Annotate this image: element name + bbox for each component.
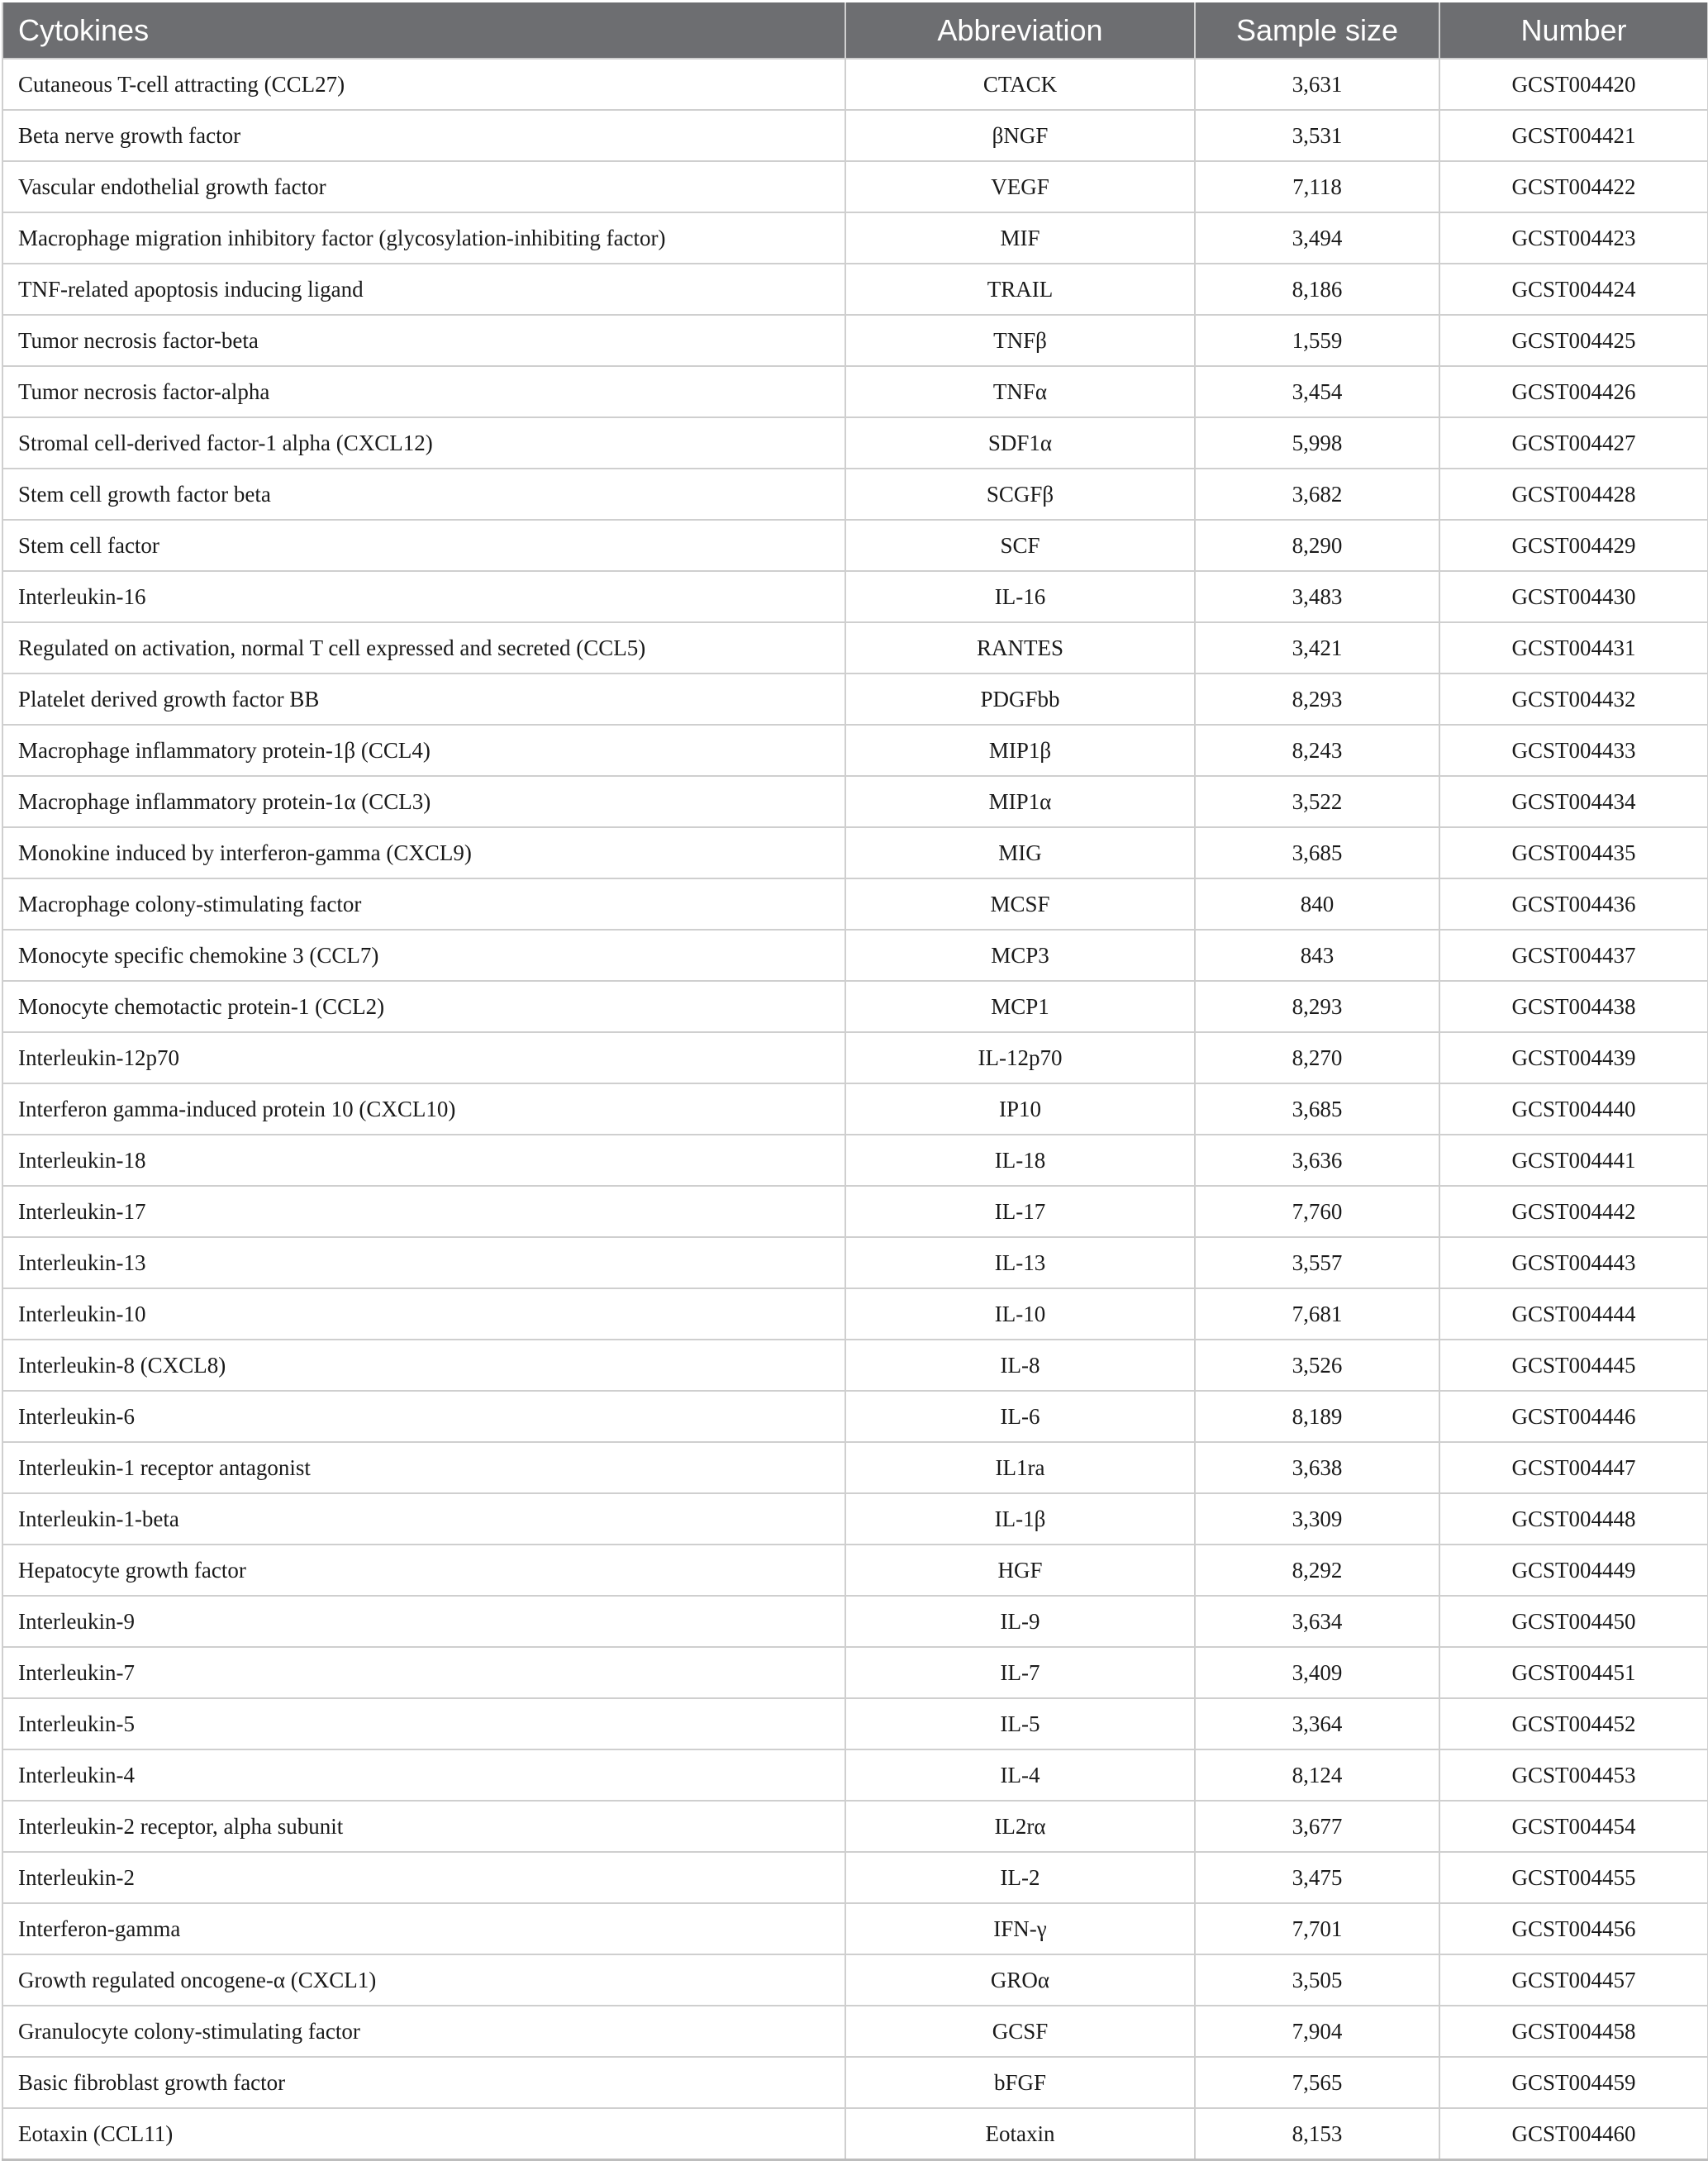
cell-cytokine: Monokine induced by interferon-gamma (CXCL9) [2, 827, 845, 878]
cell-cytokine: Basic fibroblast growth factor [2, 2057, 845, 2108]
cell-number: GCST004448 [1439, 1493, 1708, 1545]
cell-number: GCST004422 [1439, 161, 1708, 212]
cell-number: GCST004458 [1439, 2006, 1708, 2057]
cell-number: GCST004431 [1439, 622, 1708, 674]
cell-sample-size: 840 [1195, 878, 1439, 930]
table-row [2, 2057, 1708, 2108]
cell-number: GCST004453 [1439, 1749, 1708, 1801]
cell-abbreviation: TNFα [845, 366, 1195, 417]
table-row [2, 571, 1708, 622]
cell-abbreviation: IL-4 [845, 1749, 1195, 1801]
cell-abbreviation: IL1ra [845, 1442, 1195, 1493]
cell-sample-size: 3,531 [1195, 110, 1439, 161]
cell-cytokine: Interleukin-9 [2, 1596, 845, 1647]
cell-abbreviation: IL-18 [845, 1135, 1195, 1186]
cell-cytokine: Interleukin-7 [2, 1647, 845, 1698]
cell-number: GCST004450 [1439, 1596, 1708, 1647]
table-row [2, 110, 1708, 161]
table-row [2, 59, 1708, 110]
cell-abbreviation: IL-17 [845, 1186, 1195, 1237]
header-sample-size: Sample size [1195, 2, 1439, 59]
cell-abbreviation: TRAIL [845, 264, 1195, 315]
cell-number: GCST004451 [1439, 1647, 1708, 1698]
cell-sample-size: 8,270 [1195, 1032, 1439, 1083]
table-row [2, 1801, 1708, 1852]
cell-abbreviation: CTACK [845, 59, 1195, 110]
cell-sample-size: 7,760 [1195, 1186, 1439, 1237]
cell-sample-size: 3,475 [1195, 1852, 1439, 1903]
cell-sample-size: 8,243 [1195, 725, 1439, 776]
cell-abbreviation: IL-1β [845, 1493, 1195, 1545]
cell-abbreviation: IL-2 [845, 1852, 1195, 1903]
cell-abbreviation: RANTES [845, 622, 1195, 674]
cell-abbreviation: IL-12p70 [845, 1032, 1195, 1083]
cell-sample-size: 3,454 [1195, 366, 1439, 417]
table-row [2, 469, 1708, 520]
cell-sample-size: 3,636 [1195, 1135, 1439, 1186]
table-row [2, 981, 1708, 1032]
cell-abbreviation: IFN-γ [845, 1903, 1195, 1954]
cell-abbreviation: MCP3 [845, 930, 1195, 981]
cell-sample-size: 3,309 [1195, 1493, 1439, 1545]
cell-sample-size: 3,483 [1195, 571, 1439, 622]
cell-sample-size: 3,685 [1195, 827, 1439, 878]
cell-cytokine: Interleukin-8 (CXCL8) [2, 1340, 845, 1391]
cell-sample-size: 8,186 [1195, 264, 1439, 315]
table-row [2, 2108, 1708, 2160]
cell-cytokine: Interleukin-17 [2, 1186, 845, 1237]
cell-sample-size: 3,685 [1195, 1083, 1439, 1135]
table-row [2, 161, 1708, 212]
table-row [2, 930, 1708, 981]
cell-cytokine: Stem cell growth factor beta [2, 469, 845, 520]
cell-sample-size: 8,292 [1195, 1545, 1439, 1596]
table-row [2, 315, 1708, 366]
cell-number: GCST004455 [1439, 1852, 1708, 1903]
table-row [2, 1545, 1708, 1596]
cell-number: GCST004423 [1439, 212, 1708, 264]
cell-number: GCST004421 [1439, 110, 1708, 161]
table-row [2, 776, 1708, 827]
cell-cytokine: Tumor necrosis factor-beta [2, 315, 845, 366]
table-row [2, 878, 1708, 930]
cell-cytokine: Interleukin-13 [2, 1237, 845, 1288]
cell-number: GCST004441 [1439, 1135, 1708, 1186]
cell-cytokine: Stem cell factor [2, 520, 845, 571]
table-row [2, 417, 1708, 469]
cell-cytokine: Interleukin-1-beta [2, 1493, 845, 1545]
cell-number: GCST004442 [1439, 1186, 1708, 1237]
cell-abbreviation: VEGF [845, 161, 1195, 212]
cell-number: GCST004444 [1439, 1288, 1708, 1340]
cell-abbreviation: IL-16 [845, 571, 1195, 622]
cell-number: GCST004436 [1439, 878, 1708, 930]
cell-number: GCST004440 [1439, 1083, 1708, 1135]
cell-abbreviation: IL-5 [845, 1698, 1195, 1749]
cell-abbreviation: MCSF [845, 878, 1195, 930]
cell-number: GCST004425 [1439, 315, 1708, 366]
cell-sample-size: 843 [1195, 930, 1439, 981]
cell-cytokine: Monocyte chemotactic protein-1 (CCL2) [2, 981, 845, 1032]
cell-cytokine: Macrophage migration inhibitory factor (glycosylation-inhibiting factor) [2, 212, 845, 264]
cell-cytokine: Interleukin-6 [2, 1391, 845, 1442]
cell-number: GCST004445 [1439, 1340, 1708, 1391]
cell-number: GCST004438 [1439, 981, 1708, 1032]
cell-sample-size: 8,124 [1195, 1749, 1439, 1801]
header-abbreviation: Abbreviation [845, 2, 1195, 59]
cell-cytokine: Cutaneous T-cell attracting (CCL27) [2, 59, 845, 110]
table-row [2, 2006, 1708, 2057]
cell-sample-size: 3,421 [1195, 622, 1439, 674]
cell-abbreviation: SCGFβ [845, 469, 1195, 520]
cell-cytokine: Interleukin-2 receptor, alpha subunit [2, 1801, 845, 1852]
header-cytokines: Cytokines [2, 2, 845, 59]
cell-abbreviation: IL-7 [845, 1647, 1195, 1698]
cell-sample-size: 3,505 [1195, 1954, 1439, 2006]
cytokine-table-container [2, 2, 1707, 2161]
cell-number: GCST004460 [1439, 2108, 1708, 2160]
table-row [2, 520, 1708, 571]
cell-abbreviation: GCSF [845, 2006, 1195, 2057]
cell-number: GCST004452 [1439, 1698, 1708, 1749]
cell-cytokine: Interferon gamma-induced protein 10 (CXCL10) [2, 1083, 845, 1135]
cell-abbreviation: IL-8 [845, 1340, 1195, 1391]
cell-cytokine: Interleukin-2 [2, 1852, 845, 1903]
cell-sample-size: 3,494 [1195, 212, 1439, 264]
cell-cytokine: Beta nerve growth factor [2, 110, 845, 161]
cell-abbreviation: MCP1 [845, 981, 1195, 1032]
cell-cytokine: Tumor necrosis factor-alpha [2, 366, 845, 417]
cell-cytokine: Macrophage colony-stimulating factor [2, 878, 845, 930]
table-row [2, 1083, 1708, 1135]
table-row [2, 1032, 1708, 1083]
table-body [2, 59, 1708, 2160]
cell-sample-size: 7,565 [1195, 2057, 1439, 2108]
table-row [2, 1135, 1708, 1186]
cell-cytokine: Interleukin-18 [2, 1135, 845, 1186]
cell-sample-size: 3,522 [1195, 776, 1439, 827]
table-row [2, 1903, 1708, 1954]
cell-number: GCST004446 [1439, 1391, 1708, 1442]
cell-abbreviation: TNFβ [845, 315, 1195, 366]
cell-abbreviation: IL2rα [845, 1801, 1195, 1852]
cell-number: GCST004437 [1439, 930, 1708, 981]
cell-sample-size: 5,998 [1195, 417, 1439, 469]
cell-abbreviation: PDGFbb [845, 674, 1195, 725]
cell-number: GCST004434 [1439, 776, 1708, 827]
table-row [2, 827, 1708, 878]
table-row [2, 725, 1708, 776]
cell-cytokine: Interleukin-12p70 [2, 1032, 845, 1083]
cell-number: GCST004439 [1439, 1032, 1708, 1083]
cell-sample-size: 7,118 [1195, 161, 1439, 212]
table-row [2, 1954, 1708, 2006]
cell-abbreviation: IL-13 [845, 1237, 1195, 1288]
cell-number: GCST004443 [1439, 1237, 1708, 1288]
cell-cytokine: Interleukin-5 [2, 1698, 845, 1749]
cell-abbreviation: IL-10 [845, 1288, 1195, 1340]
table-row [2, 1596, 1708, 1647]
cell-number: GCST004435 [1439, 827, 1708, 878]
cell-number: GCST004426 [1439, 366, 1708, 417]
cell-number: GCST004449 [1439, 1545, 1708, 1596]
cell-abbreviation: βNGF [845, 110, 1195, 161]
cell-number: GCST004459 [1439, 2057, 1708, 2108]
cell-number: GCST004456 [1439, 1903, 1708, 1954]
table-row [2, 1698, 1708, 1749]
cell-abbreviation: SDF1α [845, 417, 1195, 469]
cell-number: GCST004447 [1439, 1442, 1708, 1493]
table-row [2, 1391, 1708, 1442]
table-row [2, 1647, 1708, 1698]
table-row [2, 1852, 1708, 1903]
cell-cytokine: Interleukin-16 [2, 571, 845, 622]
table-row [2, 212, 1708, 264]
cell-sample-size: 8,293 [1195, 981, 1439, 1032]
cell-number: GCST004424 [1439, 264, 1708, 315]
cell-sample-size: 3,557 [1195, 1237, 1439, 1288]
cell-cytokine: Granulocyte colony-stimulating factor [2, 2006, 845, 2057]
cell-number: GCST004454 [1439, 1801, 1708, 1852]
cell-sample-size: 7,904 [1195, 2006, 1439, 2057]
table-row [2, 1493, 1708, 1545]
cell-abbreviation: MIG [845, 827, 1195, 878]
cell-cytokine: Platelet derived growth factor BB [2, 674, 845, 725]
cell-cytokine: Regulated on activation, normal T cell expressed and secreted (CCL5) [2, 622, 845, 674]
cell-cytokine: Interleukin-4 [2, 1749, 845, 1801]
cell-abbreviation: HGF [845, 1545, 1195, 1596]
table-row [2, 1749, 1708, 1801]
cell-cytokine: Eotaxin (CCL11) [2, 2108, 845, 2160]
cell-cytokine: Interferon-gamma [2, 1903, 845, 1954]
cell-cytokine: Macrophage inflammatory protein-1α (CCL3) [2, 776, 845, 827]
cell-abbreviation: MIF [845, 212, 1195, 264]
cell-cytokine: Stromal cell-derived factor-1 alpha (CXCL12) [2, 417, 845, 469]
cell-cytokine: Vascular endothelial growth factor [2, 161, 845, 212]
table-row [2, 1340, 1708, 1391]
cell-number: GCST004432 [1439, 674, 1708, 725]
table-row [2, 674, 1708, 725]
cell-sample-size: 1,559 [1195, 315, 1439, 366]
cell-sample-size: 3,677 [1195, 1801, 1439, 1852]
cell-abbreviation: bFGF [845, 2057, 1195, 2108]
table-header-row [2, 2, 1708, 59]
header-number: Number [1439, 2, 1708, 59]
cell-sample-size: 8,290 [1195, 520, 1439, 571]
cell-cytokine: TNF-related apoptosis inducing ligand [2, 264, 845, 315]
cell-number: GCST004427 [1439, 417, 1708, 469]
cell-abbreviation: IP10 [845, 1083, 1195, 1135]
cell-abbreviation: SCF [845, 520, 1195, 571]
table-row [2, 1237, 1708, 1288]
table-row [2, 1186, 1708, 1237]
cell-sample-size: 3,364 [1195, 1698, 1439, 1749]
table-row [2, 1288, 1708, 1340]
cell-sample-size: 8,189 [1195, 1391, 1439, 1442]
cell-abbreviation: MIP1β [845, 725, 1195, 776]
cell-sample-size: 7,681 [1195, 1288, 1439, 1340]
cell-abbreviation: MIP1α [845, 776, 1195, 827]
cell-sample-size: 7,701 [1195, 1903, 1439, 1954]
cell-number: GCST004457 [1439, 1954, 1708, 2006]
cell-abbreviation: IL-6 [845, 1391, 1195, 1442]
cell-abbreviation: IL-9 [845, 1596, 1195, 1647]
cell-abbreviation: GROα [845, 1954, 1195, 2006]
cell-sample-size: 3,526 [1195, 1340, 1439, 1391]
cell-cytokine: Growth regulated oncogene-α (CXCL1) [2, 1954, 845, 2006]
cell-number: GCST004433 [1439, 725, 1708, 776]
cell-cytokine: Interleukin-10 [2, 1288, 845, 1340]
cell-cytokine: Interleukin-1 receptor antagonist [2, 1442, 845, 1493]
cell-number: GCST004420 [1439, 59, 1708, 110]
table-row [2, 264, 1708, 315]
cell-abbreviation: Eotaxin [845, 2108, 1195, 2160]
cell-cytokine: Monocyte specific chemokine 3 (CCL7) [2, 930, 845, 981]
cell-cytokine: Hepatocyte growth factor [2, 1545, 845, 1596]
cell-sample-size: 3,638 [1195, 1442, 1439, 1493]
cell-sample-size: 3,682 [1195, 469, 1439, 520]
cell-sample-size: 8,153 [1195, 2108, 1439, 2160]
table-row [2, 366, 1708, 417]
cell-sample-size: 3,631 [1195, 59, 1439, 110]
cell-number: GCST004430 [1439, 571, 1708, 622]
cell-sample-size: 8,293 [1195, 674, 1439, 725]
cell-sample-size: 3,634 [1195, 1596, 1439, 1647]
cell-cytokine: Macrophage inflammatory protein-1β (CCL4) [2, 725, 845, 776]
cell-number: GCST004428 [1439, 469, 1708, 520]
cell-number: GCST004429 [1439, 520, 1708, 571]
cytokine-table [2, 2, 1708, 2161]
table-row [2, 1442, 1708, 1493]
cell-sample-size: 3,409 [1195, 1647, 1439, 1698]
table-row [2, 622, 1708, 674]
